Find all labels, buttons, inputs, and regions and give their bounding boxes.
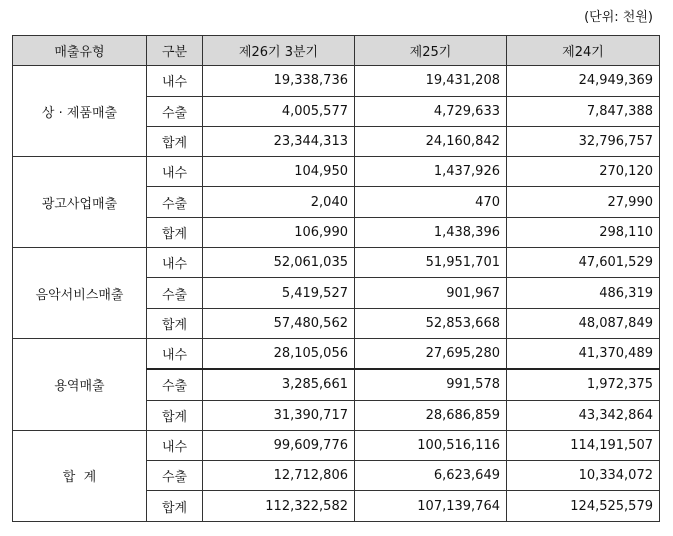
- value-cell: 57,480,562: [203, 308, 355, 338]
- division-cell: 내수: [147, 338, 203, 369]
- value-cell: 5,419,527: [203, 278, 355, 308]
- value-cell: 486,319: [507, 278, 660, 308]
- value-cell: 4,005,577: [203, 96, 355, 126]
- value-cell: 7,847,388: [507, 96, 660, 126]
- table-row: [13, 430, 660, 460]
- division-cell: 합계: [147, 400, 203, 430]
- value-cell: 991,578: [355, 369, 507, 400]
- header-period-24: 제24기: [507, 36, 660, 66]
- value-cell: 24,949,369: [507, 66, 660, 96]
- value-cell: 2,040: [203, 187, 355, 217]
- value-cell: 1,437,926: [355, 157, 507, 187]
- value-cell: 41,370,489: [507, 338, 660, 369]
- category-cell: 광고사업매출: [13, 157, 147, 248]
- division-cell: 수출: [147, 278, 203, 308]
- value-cell: 31,390,717: [203, 400, 355, 430]
- value-cell: 114,191,507: [507, 430, 660, 460]
- header-sales-type: 매출유형: [13, 36, 147, 66]
- division-cell: 합계: [147, 217, 203, 247]
- value-cell: 298,110: [507, 217, 660, 247]
- value-cell: 28,105,056: [203, 338, 355, 369]
- category-cell: 합 계: [13, 430, 147, 521]
- value-cell: 27,990: [507, 187, 660, 217]
- value-cell: 43,342,864: [507, 400, 660, 430]
- value-cell: 106,990: [203, 217, 355, 247]
- table-row: [13, 66, 660, 96]
- value-cell: 4,729,633: [355, 96, 507, 126]
- category-cell: 상 · 제품매출: [13, 66, 147, 157]
- value-cell: 6,623,649: [355, 461, 507, 491]
- value-cell: 23,344,313: [203, 126, 355, 156]
- division-cell: 내수: [147, 157, 203, 187]
- value-cell: 19,338,736: [203, 66, 355, 96]
- value-cell: 901,967: [355, 278, 507, 308]
- value-cell: 124,525,579: [507, 491, 660, 521]
- category-cell: 음악서비스매출: [13, 248, 147, 339]
- value-cell: 52,853,668: [355, 308, 507, 338]
- value-cell: 28,686,859: [355, 400, 507, 430]
- value-cell: 51,951,701: [355, 248, 507, 278]
- header-period-26q3: 제26기 3분기: [203, 36, 355, 66]
- table-row: [13, 338, 660, 369]
- value-cell: 100,516,116: [355, 430, 507, 460]
- division-cell: 수출: [147, 187, 203, 217]
- division-cell: 합계: [147, 308, 203, 338]
- value-cell: 19,431,208: [355, 66, 507, 96]
- header-division: 구분: [147, 36, 203, 66]
- division-cell: 합계: [147, 126, 203, 156]
- value-cell: 104,950: [203, 157, 355, 187]
- division-cell: 수출: [147, 461, 203, 491]
- value-cell: 112,322,582: [203, 491, 355, 521]
- value-cell: 470: [355, 187, 507, 217]
- value-cell: 1,972,375: [507, 369, 660, 400]
- category-cell: 용역매출: [13, 338, 147, 430]
- value-cell: 270,120: [507, 157, 660, 187]
- sales-table: [12, 35, 660, 522]
- value-cell: 47,601,529: [507, 248, 660, 278]
- unit-label: (단위: 천원): [584, 10, 653, 25]
- value-cell: 3,285,661: [203, 369, 355, 400]
- value-cell: 27,695,280: [355, 338, 507, 369]
- division-cell: 수출: [147, 96, 203, 126]
- table-row: [13, 248, 660, 278]
- value-cell: 10,334,072: [507, 461, 660, 491]
- header-row: [13, 36, 660, 66]
- value-cell: 24,160,842: [355, 126, 507, 156]
- value-cell: 1,438,396: [355, 217, 507, 247]
- division-cell: 수출: [147, 369, 203, 400]
- value-cell: 32,796,757: [507, 126, 660, 156]
- division-cell: 내수: [147, 430, 203, 460]
- division-cell: 내수: [147, 248, 203, 278]
- division-cell: 합계: [147, 491, 203, 521]
- value-cell: 48,087,849: [507, 308, 660, 338]
- header-period-25: 제25기: [355, 36, 507, 66]
- division-cell: 내수: [147, 66, 203, 96]
- value-cell: 52,061,035: [203, 248, 355, 278]
- value-cell: 107,139,764: [355, 491, 507, 521]
- value-cell: 99,609,776: [203, 430, 355, 460]
- value-cell: 12,712,806: [203, 461, 355, 491]
- table-row: [13, 157, 660, 187]
